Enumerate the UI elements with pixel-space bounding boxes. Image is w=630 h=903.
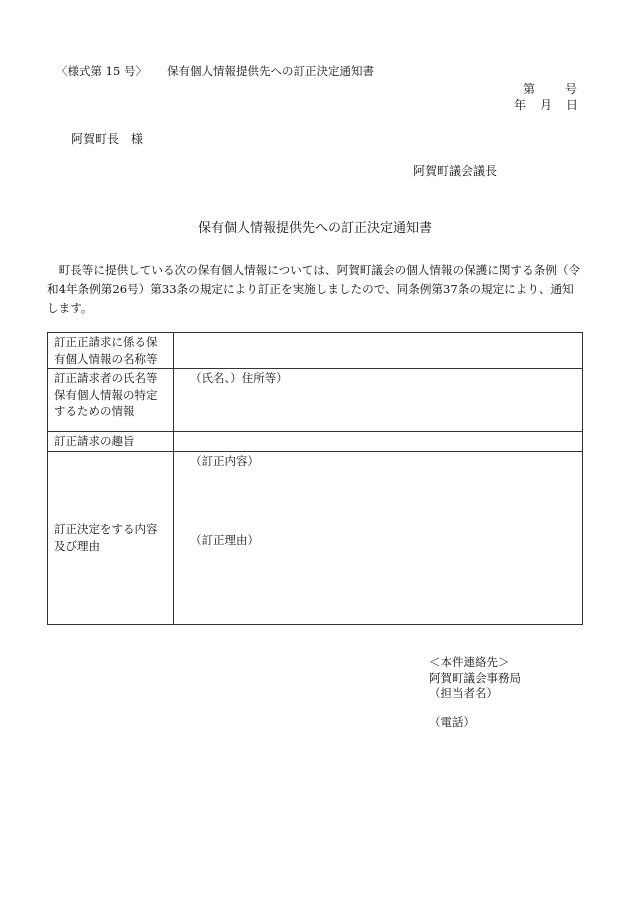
date-month: 月: [540, 98, 553, 112]
correction-reason-label: （訂正理由）: [190, 533, 259, 547]
contact-person: （担当者名）: [429, 686, 498, 700]
row-label: 訂正決定をする内容及び理由: [48, 451, 174, 624]
date-year: 年: [514, 98, 527, 112]
table-row: [48, 333, 583, 369]
document-number-prefix: 第: [523, 82, 536, 96]
recipient: [71, 130, 143, 147]
form-number: 〈様式第 15 号〉: [56, 64, 147, 78]
row-value: [174, 369, 583, 432]
form-header: [56, 63, 394, 79]
recipient-honorific: 様: [131, 132, 144, 146]
recipient-name: 阿賀町長: [71, 132, 120, 146]
requester-info-hint: （氏名、）住所等）: [190, 371, 288, 385]
document-title: 保有個人情報提供先への訂正決定通知書: [197, 221, 432, 236]
sender: 阿賀町議会議長: [413, 164, 498, 178]
form-header-title: 保有個人情報提供先への訂正決定通知書: [166, 64, 374, 78]
correction-content-label: （訂正内容）: [190, 453, 259, 468]
row-value: [174, 451, 583, 624]
table-row: [48, 432, 583, 452]
row-label: 訂正正請求に係る保有個人情報の名称等: [48, 333, 174, 369]
row-value: [174, 333, 583, 369]
row-label: 訂正請求の趣旨: [48, 432, 174, 452]
date-day: 日: [566, 98, 579, 112]
document-number: [523, 80, 577, 97]
row-value: [174, 432, 583, 452]
row-label: 訂正請求者の氏名等保有個人情報の特定するための情報: [48, 369, 174, 432]
table-row: [48, 451, 583, 624]
body-paragraph: 町長等に提供している次の保有個人情報については、阿賀町議会の個人情報の保護に関する条例（令和4年条例第26号）第33条の規定により訂正を実施しましたので、同条例第37条の規定により、通知します。: [47, 263, 581, 315]
contact-block: [429, 655, 521, 730]
contact-phone: （電話）: [429, 714, 475, 729]
table-row: [48, 369, 583, 432]
document-date: [514, 96, 578, 113]
document-number-suffix: 号: [565, 82, 578, 96]
form-table: [47, 332, 583, 625]
contact-office: 阿賀町議会事務局: [429, 670, 521, 685]
contact-heading: ＜本件連絡先＞: [429, 655, 510, 669]
